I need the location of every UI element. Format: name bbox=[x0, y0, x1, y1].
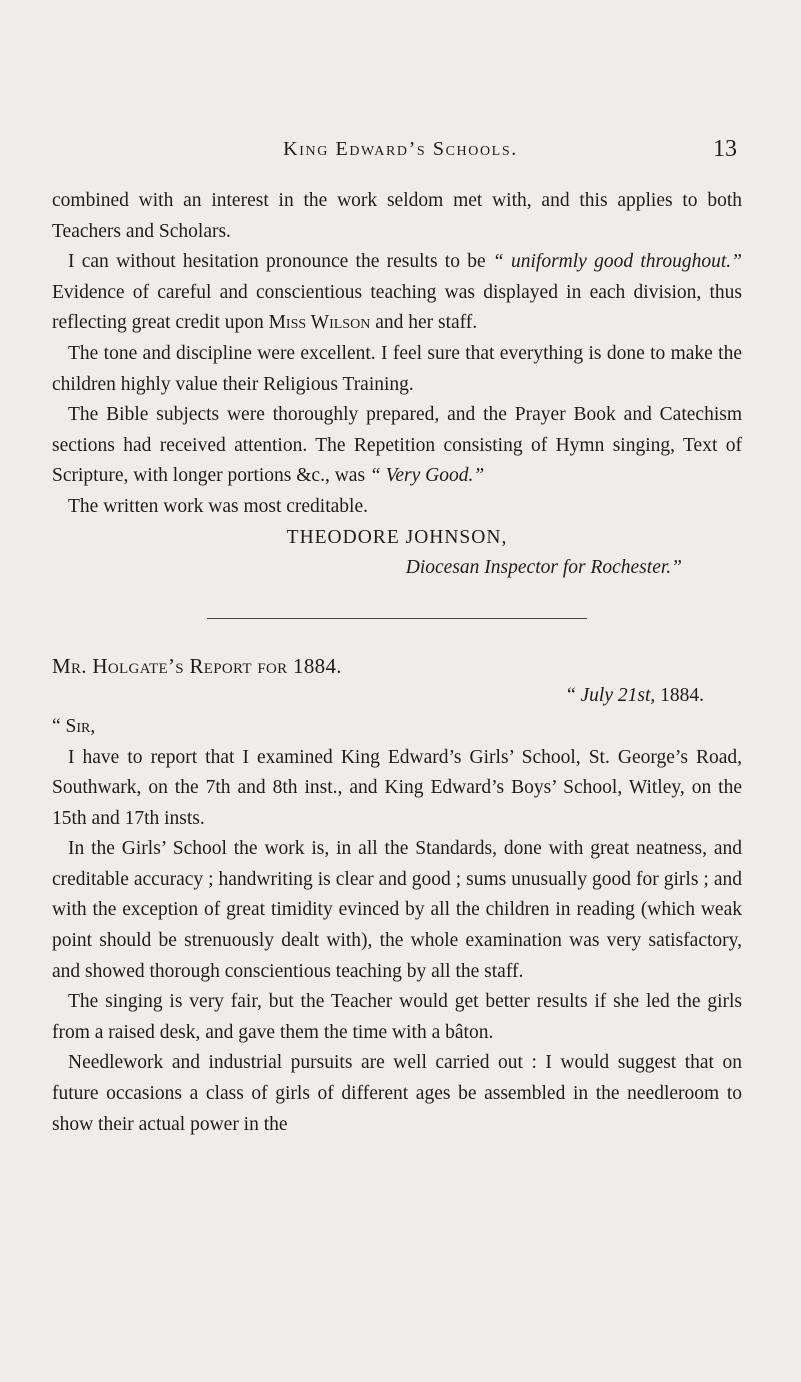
paragraph-text: The Bible subjects were thoroughly prepared, and the Prayer Book and Catechism sections had received attention. The Repetition consisting of Hymn singing, Text of Scripture, with longer portions &c., was bbox=[52, 404, 742, 487]
report-heading: Mr. Holgate’s Report for 1884. bbox=[52, 653, 342, 678]
paragraph bbox=[52, 247, 742, 339]
salutation: “ Sir, bbox=[52, 715, 96, 737]
paragraph-text: Evidence of careful and conscientious teaching was displayed in each division, thus reflecting great credit upon bbox=[52, 281, 742, 334]
page-number: 13 bbox=[713, 136, 737, 162]
running-title: King Edward’s Schools. bbox=[283, 138, 518, 160]
date-open-quote: “ bbox=[566, 685, 576, 707]
signature-title: Diocesan Inspector for Rochester.” bbox=[405, 557, 682, 579]
staff-name: Miss Wilson bbox=[268, 312, 371, 334]
date-year: 1884. bbox=[660, 685, 704, 707]
paragraph: In the Girls’ School the work is, in all the Standards, done with great neatness, and creditable accuracy ; handwriting is clear and good ; sums unusually good for girls ; and with the exception of great timidity evinced by all the children in reading (which weak point should be strenuously dealt with), the whole examination was very satisfactory, and showed thorough conscientious teaching by all the staff. bbox=[52, 838, 742, 982]
paragraph: The singing is very fair, but the Teacher would get better results if she led the girls from a raised desk, and gave them the time with a bâton. bbox=[52, 991, 742, 1043]
signature-name: THEODORE JOHNSON, bbox=[286, 526, 508, 548]
paragraph: I have to report that I examined King Edward’s Girls’ School, St. George’s Road, Southwark, on the 7th and 8th inst., and King Edward’s Boys’ School, Witley, on the 15th and 17th insts. bbox=[52, 746, 742, 829]
body-text bbox=[52, 186, 742, 1140]
paragraph bbox=[52, 400, 742, 492]
paragraph: The written work was most creditable. bbox=[68, 495, 368, 517]
results-lead: I can without hesitation pronounce the results to be bbox=[68, 251, 486, 273]
staff-tail: and her staff. bbox=[375, 312, 478, 334]
paragraph: combined with an interest in the work seldom met with, and this applies to both Teachers and Scholars. bbox=[52, 190, 742, 242]
section-divider bbox=[207, 618, 587, 619]
results-quote: “ uniformly good throughout.” bbox=[492, 251, 743, 273]
date-italic: July 21st, bbox=[580, 685, 656, 707]
paragraph: The tone and discipline were excellent. I feel sure that everything is done to make the children highly value their Religious Training. bbox=[52, 342, 742, 395]
grade-quote: “ Very Good.” bbox=[369, 465, 485, 487]
paragraph: Needlework and industrial pursuits are well carried out : I would suggest that on future occasions a class of girls of different ages be assembled in the needleroom to show their actual power in the bbox=[52, 1052, 742, 1135]
page-header bbox=[0, 136, 801, 170]
letter-date bbox=[52, 681, 742, 712]
